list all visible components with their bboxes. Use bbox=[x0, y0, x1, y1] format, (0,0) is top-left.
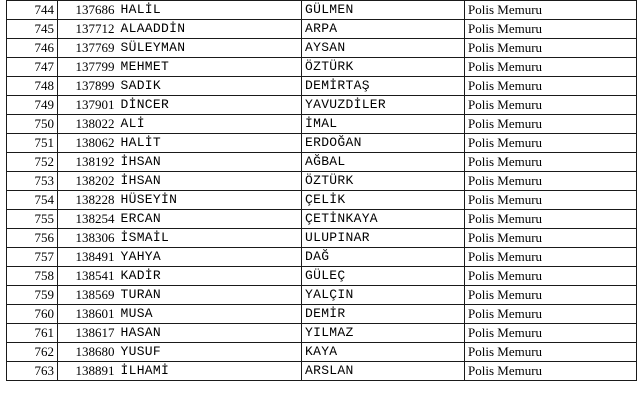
last-name-cell: GÜLEÇ bbox=[302, 267, 465, 286]
last-name-cell: YAVUZDİLER bbox=[302, 96, 465, 115]
personnel-table-body bbox=[7, 1, 637, 381]
registry-number-cell: 138891 bbox=[58, 362, 118, 381]
row-number-cell: 744 bbox=[7, 1, 58, 20]
row-number-cell: 761 bbox=[7, 324, 58, 343]
registry-number-cell: 137799 bbox=[58, 58, 118, 77]
registry-number-cell: 138254 bbox=[58, 210, 118, 229]
last-name-cell: ÇELİK bbox=[302, 191, 465, 210]
row-number-cell: 752 bbox=[7, 153, 58, 172]
last-name-cell: ARSLAN bbox=[302, 362, 465, 381]
table-row bbox=[7, 286, 637, 305]
last-name-cell: İMAL bbox=[302, 115, 465, 134]
registry-number-cell: 138491 bbox=[58, 248, 118, 267]
last-name-cell: DEMİRTAŞ bbox=[302, 77, 465, 96]
registry-number-cell: 138062 bbox=[58, 134, 118, 153]
title-cell: Polis Memuru bbox=[465, 191, 637, 210]
table-row bbox=[7, 115, 637, 134]
title-cell: Polis Memuru bbox=[465, 267, 637, 286]
table-row bbox=[7, 305, 637, 324]
last-name-cell: YALÇIN bbox=[302, 286, 465, 305]
table-row bbox=[7, 172, 637, 191]
table-row bbox=[7, 229, 637, 248]
table-row bbox=[7, 20, 637, 39]
first-name-cell: SADIK bbox=[118, 77, 302, 96]
row-number-cell: 758 bbox=[7, 267, 58, 286]
last-name-cell: ÇETİNKAYA bbox=[302, 210, 465, 229]
title-cell: Polis Memuru bbox=[465, 39, 637, 58]
title-cell: Polis Memuru bbox=[465, 1, 637, 20]
last-name-cell: DAĞ bbox=[302, 248, 465, 267]
registry-number-cell: 138680 bbox=[58, 343, 118, 362]
first-name-cell: HALİT bbox=[118, 134, 302, 153]
table-row bbox=[7, 362, 637, 381]
last-name-cell: GÜLMEN bbox=[302, 1, 465, 20]
registry-number-cell: 138022 bbox=[58, 115, 118, 134]
last-name-cell: AĞBAL bbox=[302, 153, 465, 172]
registry-number-cell: 138228 bbox=[58, 191, 118, 210]
title-cell: Polis Memuru bbox=[465, 324, 637, 343]
last-name-cell: ÖZTÜRK bbox=[302, 58, 465, 77]
first-name-cell: İHSAN bbox=[118, 172, 302, 191]
title-cell: Polis Memuru bbox=[465, 343, 637, 362]
first-name-cell: MUSA bbox=[118, 305, 302, 324]
last-name-cell: YILMAZ bbox=[302, 324, 465, 343]
first-name-cell: İSMAİL bbox=[118, 229, 302, 248]
table-row bbox=[7, 153, 637, 172]
registry-number-cell: 138601 bbox=[58, 305, 118, 324]
first-name-cell: ALİ bbox=[118, 115, 302, 134]
personnel-table bbox=[6, 0, 637, 381]
last-name-cell: ARPA bbox=[302, 20, 465, 39]
row-number-cell: 746 bbox=[7, 39, 58, 58]
table-row bbox=[7, 324, 637, 343]
last-name-cell: KAYA bbox=[302, 343, 465, 362]
row-number-cell: 763 bbox=[7, 362, 58, 381]
title-cell: Polis Memuru bbox=[465, 96, 637, 115]
title-cell: Polis Memuru bbox=[465, 229, 637, 248]
first-name-cell: YUSUF bbox=[118, 343, 302, 362]
title-cell: Polis Memuru bbox=[465, 153, 637, 172]
registry-number-cell: 138202 bbox=[58, 172, 118, 191]
first-name-cell: HASAN bbox=[118, 324, 302, 343]
last-name-cell: ULUPINAR bbox=[302, 229, 465, 248]
row-number-cell: 760 bbox=[7, 305, 58, 324]
title-cell: Polis Memuru bbox=[465, 115, 637, 134]
table-row bbox=[7, 191, 637, 210]
last-name-cell: AYSAN bbox=[302, 39, 465, 58]
first-name-cell: HÜSEYİN bbox=[118, 191, 302, 210]
registry-number-cell: 138617 bbox=[58, 324, 118, 343]
registry-number-cell: 138541 bbox=[58, 267, 118, 286]
table-row bbox=[7, 96, 637, 115]
row-number-cell: 747 bbox=[7, 58, 58, 77]
row-number-cell: 755 bbox=[7, 210, 58, 229]
last-name-cell: DEMİR bbox=[302, 305, 465, 324]
row-number-cell: 762 bbox=[7, 343, 58, 362]
table-row bbox=[7, 267, 637, 286]
table-row bbox=[7, 210, 637, 229]
row-number-cell: 751 bbox=[7, 134, 58, 153]
row-number-cell: 748 bbox=[7, 77, 58, 96]
title-cell: Polis Memuru bbox=[465, 20, 637, 39]
title-cell: Polis Memuru bbox=[465, 77, 637, 96]
first-name-cell: İHSAN bbox=[118, 153, 302, 172]
row-number-cell: 756 bbox=[7, 229, 58, 248]
title-cell: Polis Memuru bbox=[465, 134, 637, 153]
registry-number-cell: 138192 bbox=[58, 153, 118, 172]
first-name-cell: HALİL bbox=[118, 1, 302, 20]
title-cell: Polis Memuru bbox=[465, 58, 637, 77]
registry-number-cell: 138306 bbox=[58, 229, 118, 248]
table-row bbox=[7, 343, 637, 362]
first-name-cell: İLHAMİ bbox=[118, 362, 302, 381]
row-number-cell: 745 bbox=[7, 20, 58, 39]
first-name-cell: SÜLEYMAN bbox=[118, 39, 302, 58]
title-cell: Polis Memuru bbox=[465, 248, 637, 267]
row-number-cell: 754 bbox=[7, 191, 58, 210]
title-cell: Polis Memuru bbox=[465, 362, 637, 381]
title-cell: Polis Memuru bbox=[465, 172, 637, 191]
row-number-cell: 757 bbox=[7, 248, 58, 267]
last-name-cell: ÖZTÜRK bbox=[302, 172, 465, 191]
table-row bbox=[7, 134, 637, 153]
title-cell: Polis Memuru bbox=[465, 286, 637, 305]
first-name-cell: ERCAN bbox=[118, 210, 302, 229]
first-name-cell: YAHYA bbox=[118, 248, 302, 267]
first-name-cell: TURAN bbox=[118, 286, 302, 305]
first-name-cell: MEHMET bbox=[118, 58, 302, 77]
first-name-cell: KADİR bbox=[118, 267, 302, 286]
registry-number-cell: 137686 bbox=[58, 1, 118, 20]
first-name-cell: DİNCER bbox=[118, 96, 302, 115]
first-name-cell: ALAADDİN bbox=[118, 20, 302, 39]
registry-number-cell: 138569 bbox=[58, 286, 118, 305]
table-row bbox=[7, 248, 637, 267]
table-row bbox=[7, 1, 637, 20]
row-number-cell: 759 bbox=[7, 286, 58, 305]
row-number-cell: 753 bbox=[7, 172, 58, 191]
registry-number-cell: 137899 bbox=[58, 77, 118, 96]
last-name-cell: ERDOĞAN bbox=[302, 134, 465, 153]
table-row bbox=[7, 58, 637, 77]
registry-number-cell: 137769 bbox=[58, 39, 118, 58]
table-row bbox=[7, 39, 637, 58]
table-row bbox=[7, 77, 637, 96]
row-number-cell: 749 bbox=[7, 96, 58, 115]
title-cell: Polis Memuru bbox=[465, 305, 637, 324]
title-cell: Polis Memuru bbox=[465, 210, 637, 229]
row-number-cell: 750 bbox=[7, 115, 58, 134]
registry-number-cell: 137901 bbox=[58, 96, 118, 115]
registry-number-cell: 137712 bbox=[58, 20, 118, 39]
